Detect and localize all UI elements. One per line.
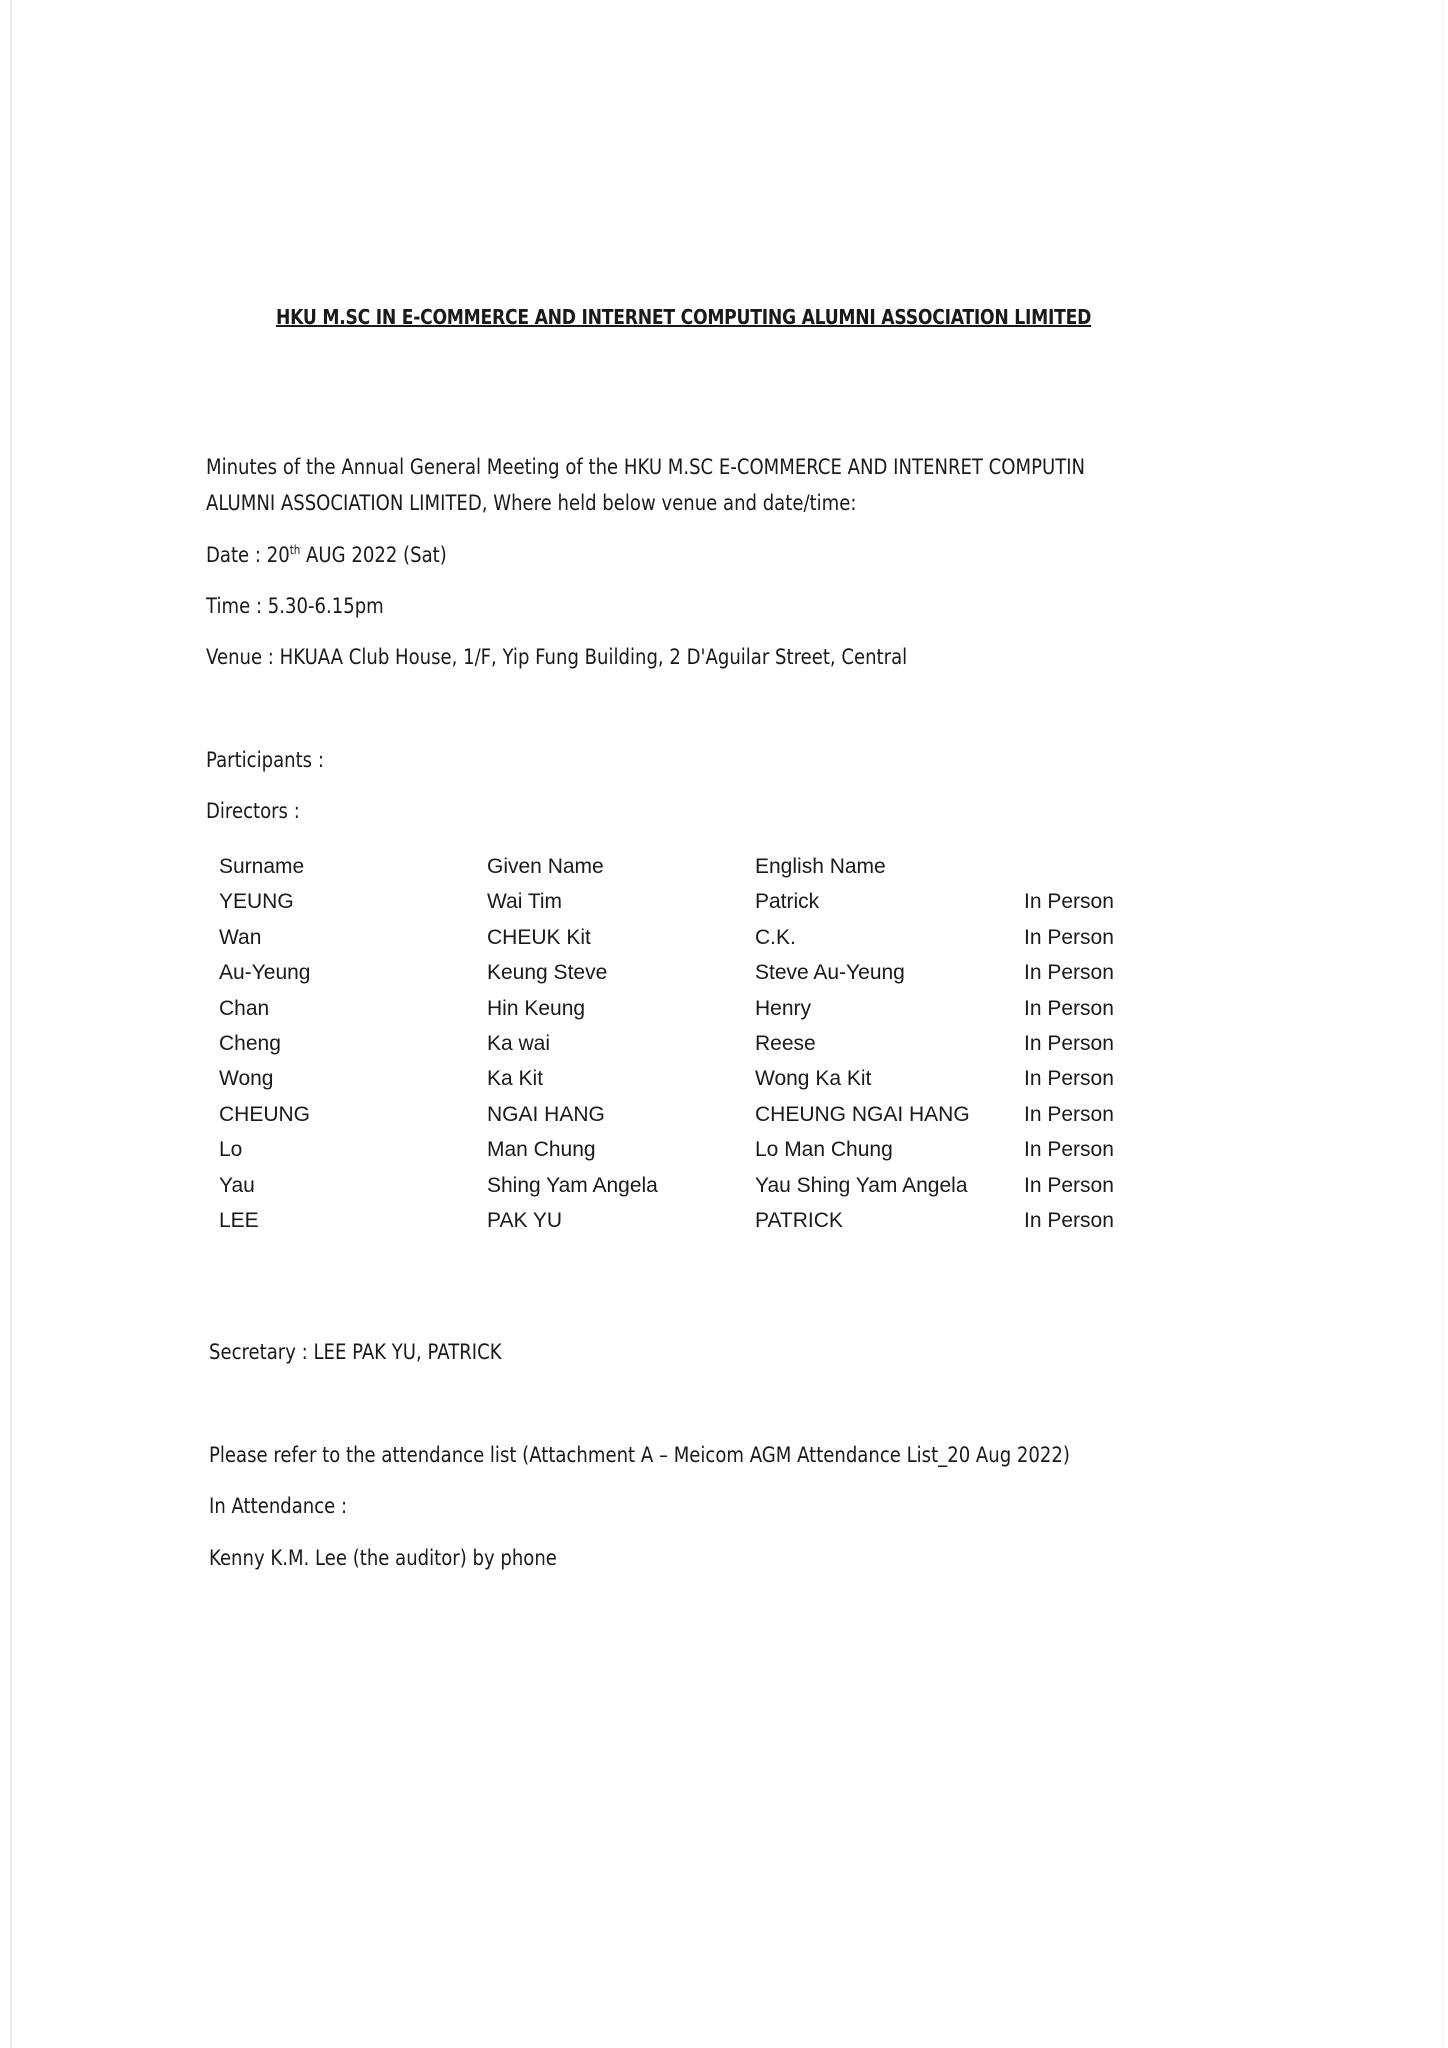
cell-attendance: In Person <box>1024 1102 1114 1126</box>
cell-attendance: In Person <box>1024 961 1114 985</box>
cell-surname: Au-Yeung <box>219 961 311 985</box>
cell-english-name: Patrick <box>755 890 820 914</box>
cell-attendance: In Person <box>1024 1138 1114 1162</box>
cell-surname: LEE <box>219 1208 259 1232</box>
in-attendance-person: Kenny K.M. Lee (the auditor) by phone <box>209 1546 557 1570</box>
header-surname: Surname <box>219 855 305 878</box>
cell-surname: Cheng <box>219 1031 281 1055</box>
cell-english-name: CHEUNG NGAI HANG <box>755 1102 970 1126</box>
attendance-reference: Please refer to the attendance list (Attachment A – Meicom AGM Attendance List_20 Aug 2022) <box>209 1443 1070 1467</box>
secretary: Secretary : LEE PAK YU, PATRICK <box>209 1340 502 1364</box>
cell-english-name: Reese <box>755 1031 816 1055</box>
cell-english-name: Lo Man Chung <box>755 1138 893 1162</box>
cell-given-name: NGAI HANG <box>487 1102 605 1126</box>
scan-edge-right <box>1443 0 1444 2048</box>
cell-attendance: In Person <box>1024 1173 1114 1197</box>
cell-english-name: Henry <box>755 996 812 1020</box>
cell-given-name: Ka Kit <box>487 1067 544 1091</box>
cell-given-name: Ka wai <box>487 1031 551 1055</box>
cell-given-name: Keung Steve <box>487 961 608 985</box>
participants-label: Participants : <box>206 748 324 772</box>
meeting-date <box>206 543 447 567</box>
cell-attendance: In Person <box>1024 925 1114 949</box>
header-english-name: English Name <box>755 855 886 878</box>
cell-english-name: Steve Au-Yeung <box>755 961 905 985</box>
directors-label: Directors : <box>206 799 300 823</box>
cell-given-name: CHEUK Kit <box>487 925 591 949</box>
cell-surname: CHEUNG <box>219 1102 311 1126</box>
meeting-time: Time : 5.30-6.15pm <box>206 594 384 618</box>
cell-english-name: C.K. <box>755 925 796 949</box>
date-rest: AUG 2022 (Sat) <box>300 543 447 567</box>
cell-attendance: In Person <box>1024 1067 1114 1091</box>
intro-line-1: Minutes of the Annual General Meeting of the HKU M.SC E-COMMERCE AND INTENRET COMPUTIN <box>206 455 1086 479</box>
cell-attendance: In Person <box>1024 996 1114 1020</box>
cell-given-name: Shing Yam Angela <box>487 1173 658 1197</box>
cell-surname: YEUNG <box>219 890 294 914</box>
cell-english-name: Yau Shing Yam Angela <box>755 1173 968 1197</box>
cell-surname: Wong <box>219 1067 274 1091</box>
cell-surname: Lo <box>219 1138 243 1162</box>
cell-attendance: In Person <box>1024 1031 1114 1055</box>
cell-attendance: In Person <box>1024 890 1114 914</box>
scan-edge <box>10 0 12 2048</box>
date-label: Date : 20 <box>206 543 290 567</box>
cell-surname: Chan <box>219 996 270 1020</box>
cell-given-name: PAK YU <box>487 1208 563 1232</box>
cell-given-name: Hin Keung <box>487 996 586 1020</box>
header-given-name: Given Name <box>487 855 604 878</box>
cell-english-name: PATRICK <box>755 1208 843 1232</box>
date-suffix: th <box>289 543 301 557</box>
cell-attendance: In Person <box>1024 1208 1114 1232</box>
in-attendance-label: In Attendance : <box>209 1494 348 1518</box>
cell-surname: Yau <box>219 1173 255 1197</box>
cell-given-name: Wai Tim <box>487 890 563 914</box>
cell-given-name: Man Chung <box>487 1138 596 1162</box>
intro-line-2: ALUMNI ASSOCIATION LIMITED, Where held below venue and date/time: <box>206 491 857 515</box>
document-title: HKU M.SC IN E-COMMERCE AND INTERNET COMPUTING ALUMNI ASSOCIATION LIMITED <box>276 305 1092 329</box>
cell-surname: Wan <box>219 925 262 949</box>
meeting-venue: Venue : HKUAA Club House, 1/F, Yip Fung Building, 2 D'Aguilar Street, Central <box>206 645 908 669</box>
cell-english-name: Wong Ka Kit <box>755 1067 872 1091</box>
